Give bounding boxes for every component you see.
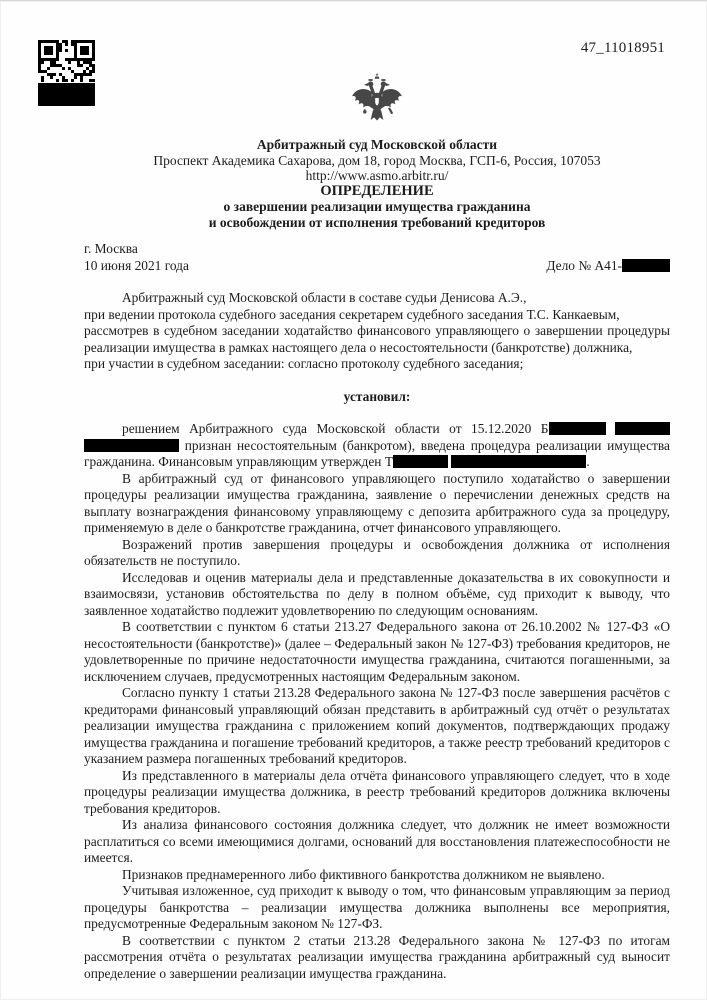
- document-subtitle-line2: и освобождении от исполнения требований кредиторов: [208, 214, 546, 230]
- name-redaction: [549, 422, 606, 435]
- body-paragraph: В арбитражный суд от финансового управляющего поступило ходатайство о завершении процедуры реализации имущества гражданина, заявление о перечислении денежных средств на выплату вознаграждения финансовому управляющему с депозита арбитражного суда за процедуру, применяемую в деле о банкротстве гражданина, отчет финансового управляющего.: [84, 470, 670, 535]
- body-paragraph: Согласно пункту 1 статьи 213.28 Федерального закона № 127-ФЗ после завершения расчётов с кредиторами финансовый управляющий обязан представить в арбитражный суд отчёт о результатах реализации имущества гражданина с приложением копий документов, подтверждающих продажу имущества гражданина и погашение требований кредиторов, а также реестр требований кредиторов с указанием размера погашенных требований кредиторов.: [84, 685, 670, 766]
- preamble-line: рассмотрев в судебном заседании ходатайство финансового управляющего о завершении процедуры реализации имущества в рамках настоящего дела о несостоятельности (банкротстве) должника,: [84, 323, 670, 355]
- name-redaction: [451, 455, 586, 468]
- body-paragraph: Возражений против завершения процедуры и освобождения должника от исполнения обязательств не поступило.: [84, 536, 670, 568]
- document-body: [84, 241, 670, 982]
- name-redaction: [84, 439, 179, 452]
- body-paragraph: Учитывая изложенное, суд приходит к выводу о том, что финансовым управляющим за период процедуры банкротства – реализации имущества должника выполнены все мероприятия, предусмотренные Федеральным законом № 127-ФЗ.: [84, 883, 670, 931]
- qr-finder-top-right: [74, 40, 95, 61]
- case-number: [546, 258, 670, 275]
- name-redaction: [615, 422, 670, 435]
- body-paragraph: Признаков преднамеренного либо фиктивного банкротства должником не выявлено.: [122, 866, 605, 882]
- name-redaction: [393, 455, 448, 468]
- body-paragraph: В соответствии с пунктом 6 статьи 213.27 Федерального закона от 26.10.2002 № 127-ФЗ «О несостоятельности (банкротстве)» (далее – Федеральный закон № 127-ФЗ) требования кредиторов, не удовлетворенные по причине недостаточности имущества гражданина, считаются погашенными, за исключением случаев, предусмотренных настоящим Федеральным законом.: [84, 619, 670, 684]
- court-website: http://www.asmo.arbitr.ru/: [305, 168, 449, 184]
- redacted-paragraph-seg2: признан несостоятельным (банкротом), введена процедура реализации имущества гражданина. Финансовым управляющим утвержден Т: [84, 437, 670, 469]
- body-paragraph: Из анализа финансового состояния должника следует, что должник не имеет возможности расплатиться со всеми имеющимися долгами, оснований для восстановления платежеспособности не имеется.: [84, 817, 670, 865]
- case-number-redaction: [622, 259, 670, 272]
- meta-block: [84, 241, 670, 274]
- body-paragraph: В соответствии с пунктом 2 статьи 213.28 Федерального закона № 127-ФЗ по итогам рассмотрения отчёта о результатах реализации имущества гражданина арбитражный суд выносит определение о завершении реализации имущества гражданина.: [84, 932, 670, 981]
- document-number: 47_11018951: [580, 40, 665, 56]
- preamble-line: при ведении протокола судебного заседания секретарем судебного заседания Т.С. Канкаевым,: [84, 306, 620, 322]
- body-paragraph: Исследовав и оценив материалы дела и представленные доказательства в их совокупности и взаимосвязи, установив обстоятельства по делу в полном объёме, суд приходит к выводу, что заявленное ходатайство подлежит удовлетворению по следующим основаниям.: [84, 569, 670, 618]
- city: г. Москва: [84, 241, 138, 256]
- body-paragraph: Из представленного в материалы дела отчёта финансового управляющего следует, что в ходе процедуры реализации имущества должника, в реестр требований кредиторов должника включены требования кредиторов.: [84, 767, 670, 816]
- document-subtitle-line1: о завершении реализации имущества гражданина: [223, 199, 531, 215]
- preamble-line: Арбитражный суд Московской области в составе судьи Денисова А.Э.,: [122, 290, 527, 305]
- preamble-line: при участии в судебном заседании: согласно протоколу судебного заседания;: [84, 356, 524, 371]
- court-name: Арбитражный суд Московской области: [256, 137, 498, 152]
- qr-finder-top-left: [38, 40, 59, 61]
- court-address: Проспект Академика Сахарова, дом 18, город Москва, ГСП-6, Россия, 107053: [153, 152, 601, 168]
- coat-of-arms-icon: [84, 70, 670, 139]
- redacted-paragraph-seg3: .: [586, 454, 590, 469]
- date: 10 июня 2021 года: [84, 257, 189, 273]
- document-header: [84, 137, 670, 231]
- redacted-paragraph-seg1: решением Арбитражного суда Московской области от 15.12.2020 Б: [122, 421, 549, 436]
- resolution-word: установил:: [343, 388, 411, 404]
- body-paragraph-redacted: [84, 421, 670, 471]
- case-number-label: Дело № А41-: [546, 257, 622, 273]
- document-title: ОПРЕДЕЛЕНИЕ: [320, 182, 434, 199]
